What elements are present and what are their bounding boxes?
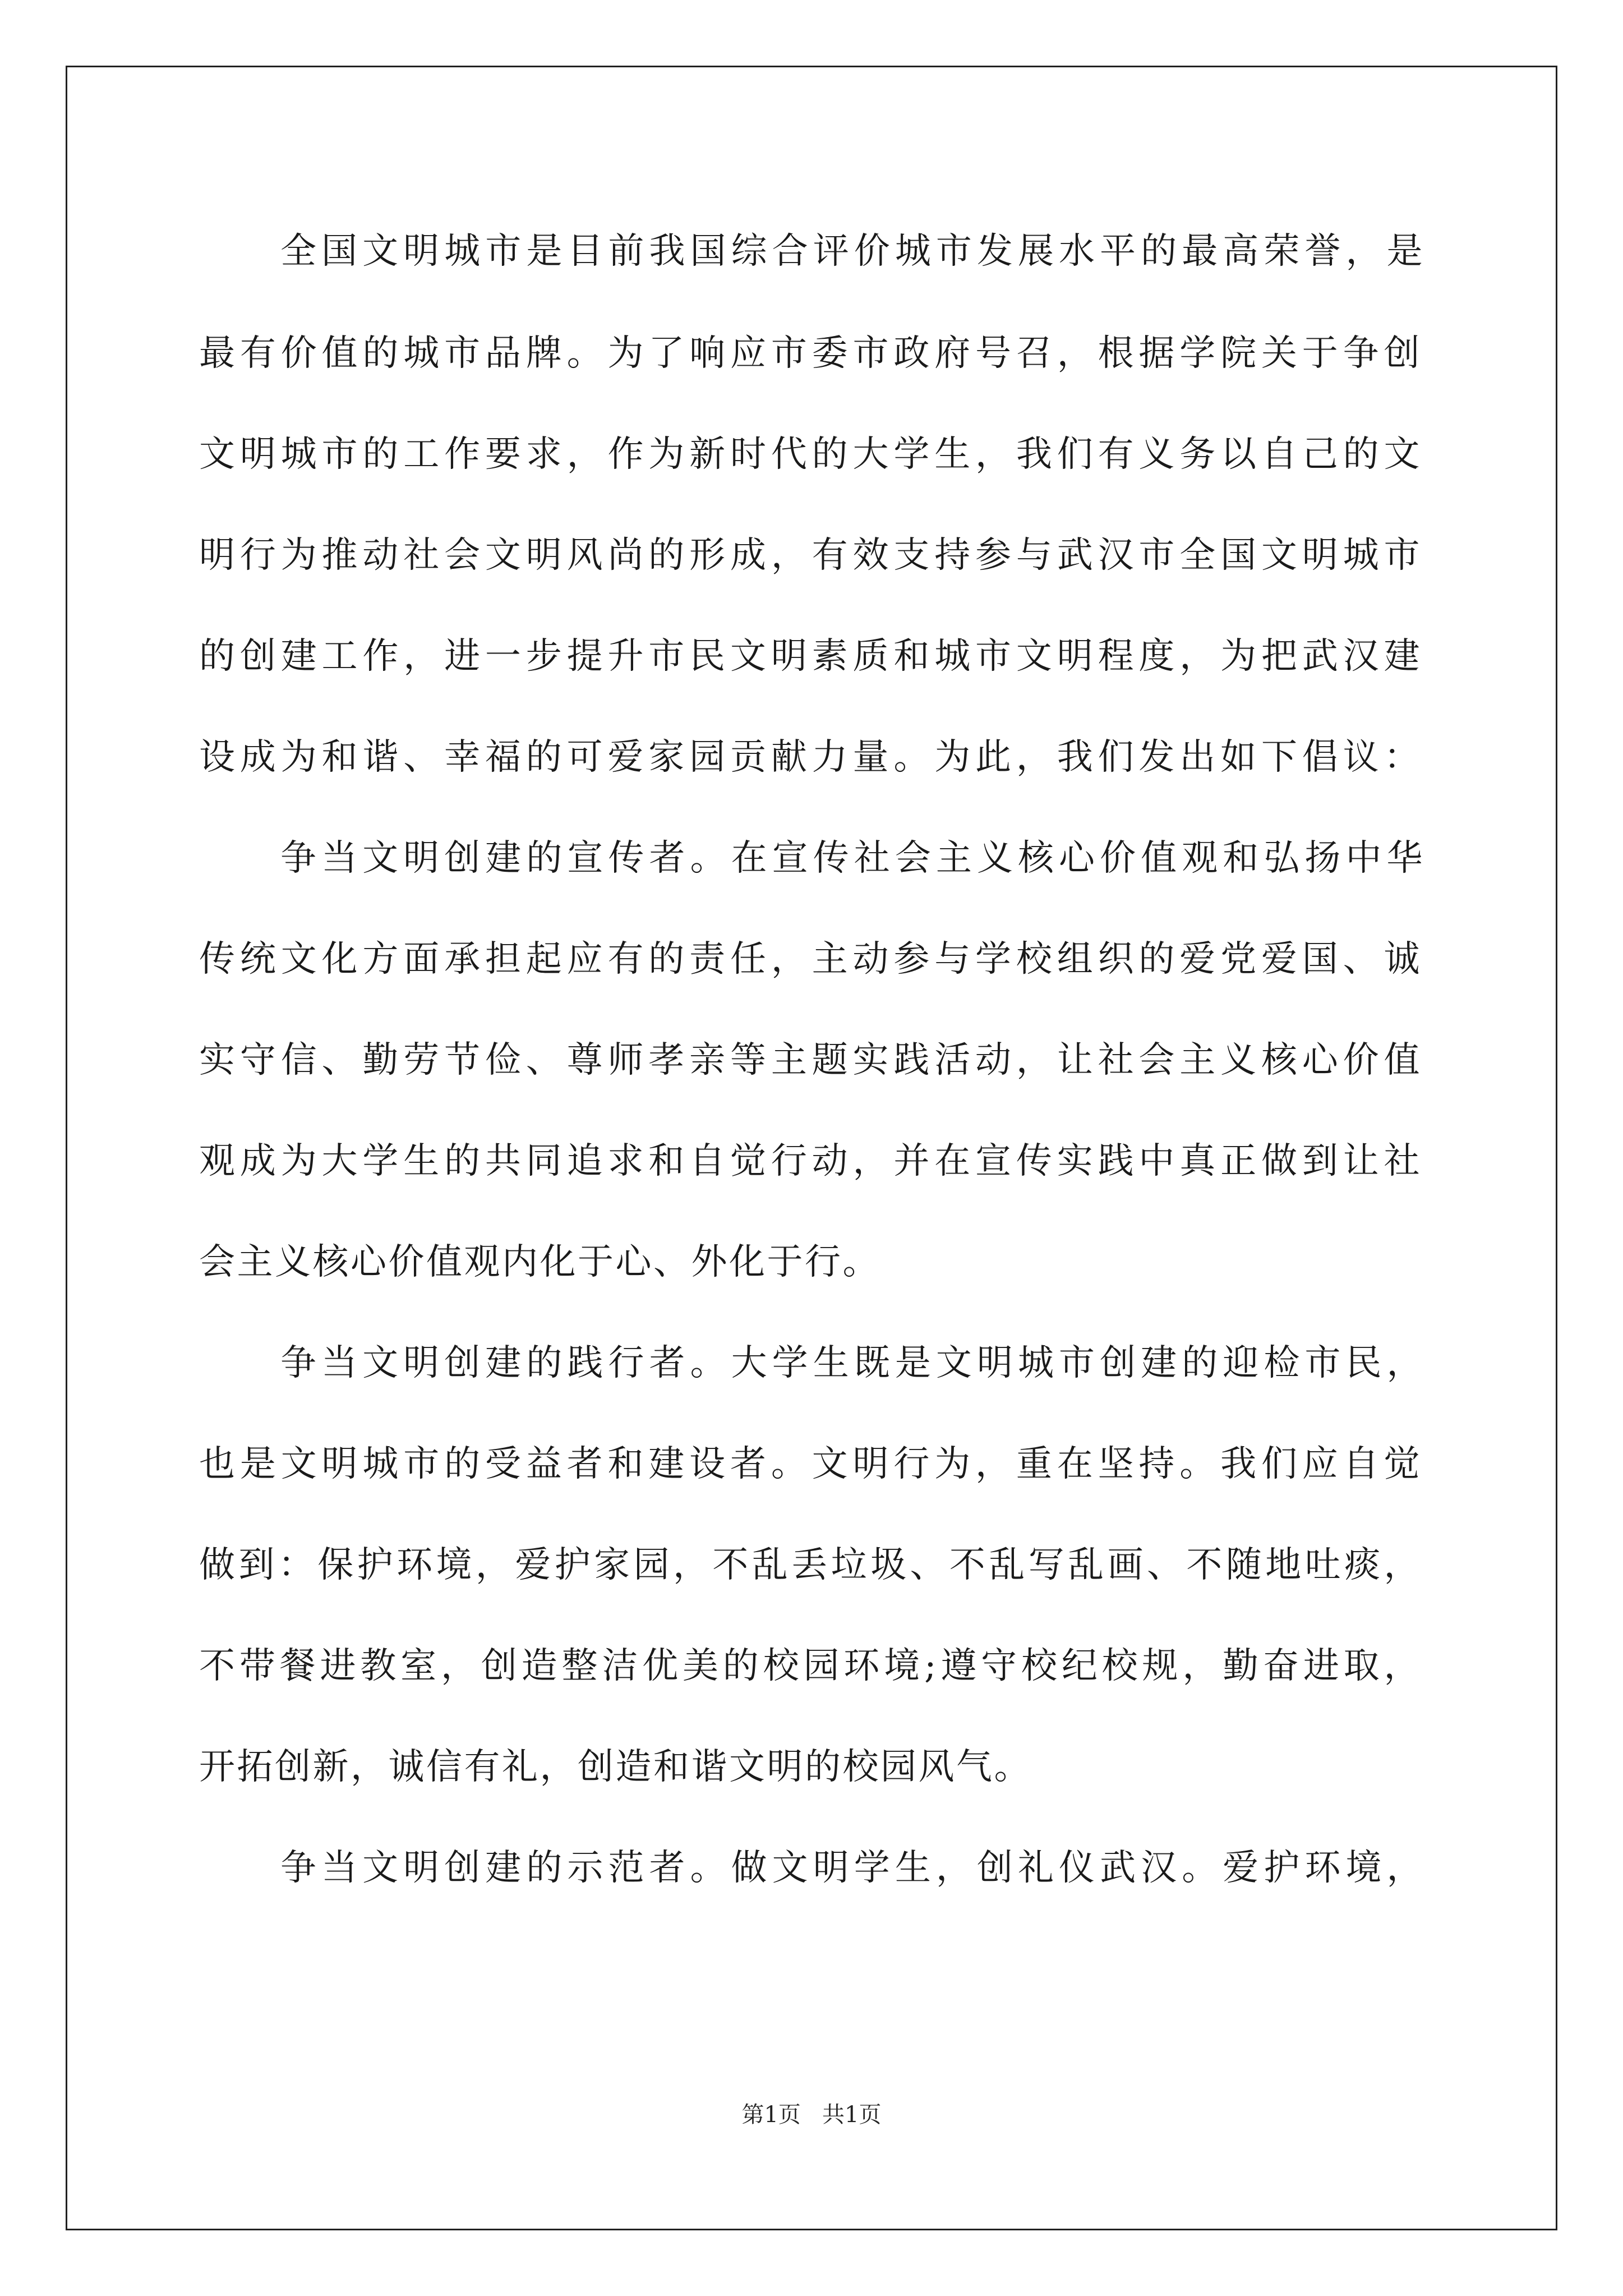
text-line: 开拓创新，诚信有礼，创造和谐文明的校园风气。 [199,1746,1032,1788]
text-line: 做到：保护环境，爱护家园，不乱丢垃圾、不乱写乱画、不随地吐痰， [199,1544,1422,1586]
text-line: 会主义核心价值观内化于心、外化于行。 [199,1241,880,1283]
text-line: 争当文明创建的示范者。做文明学生，创礼仪武汉。爱护环境， [280,1847,1424,1889]
text-line: 全国文明城市是目前我国综合评价城市发展水平的最高荣誉，是 [280,231,1424,272]
text-line: 设成为和谐、幸福的可爱家园贡献力量。为此，我们发出如下倡议： [199,737,1422,778]
text-line: 文明城市的工作要求，作为新时代的大学生，我们有义务以自己的文 [199,434,1422,475]
text-line: 传统文化方面承担起应有的责任，主动参与学校组织的爱党爱国、诚 [199,938,1422,980]
text-line: 也是文明城市的受益者和建设者。文明行为，重在坚持。我们应自觉 [199,1443,1422,1485]
text-line: 明行为推动社会文明风尚的形成，有效支持参与武汉市全国文明城市 [199,535,1422,576]
text-line: 的创建工作，进一步提升市民文明素质和城市文明程度，为把武汉建 [199,636,1422,677]
text-line: 不带餐进教室，创造整洁优美的校园环境;遵守校纪校规，勤奋进取， [199,1645,1422,1687]
text-line: 实守信、勤劳节俭、尊师孝亲等主题实践活动，让社会主义核心价值 [199,1039,1422,1081]
text-line: 争当文明创建的践行者。大学生既是文明城市创建的迎检市民， [280,1342,1424,1384]
text-line: 争当文明创建的宣传者。在宣传社会主义核心价值观和弘扬中华 [280,838,1424,879]
page-footer: 第1页 共1页 [741,2102,882,2128]
text-line: 观成为大学生的共同追求和自觉行动，并在宣传实践中真正做到让社 [199,1140,1422,1182]
text-line: 最有价值的城市品牌。为了响应市委市政府号召，根据学院关于争创 [199,333,1422,374]
